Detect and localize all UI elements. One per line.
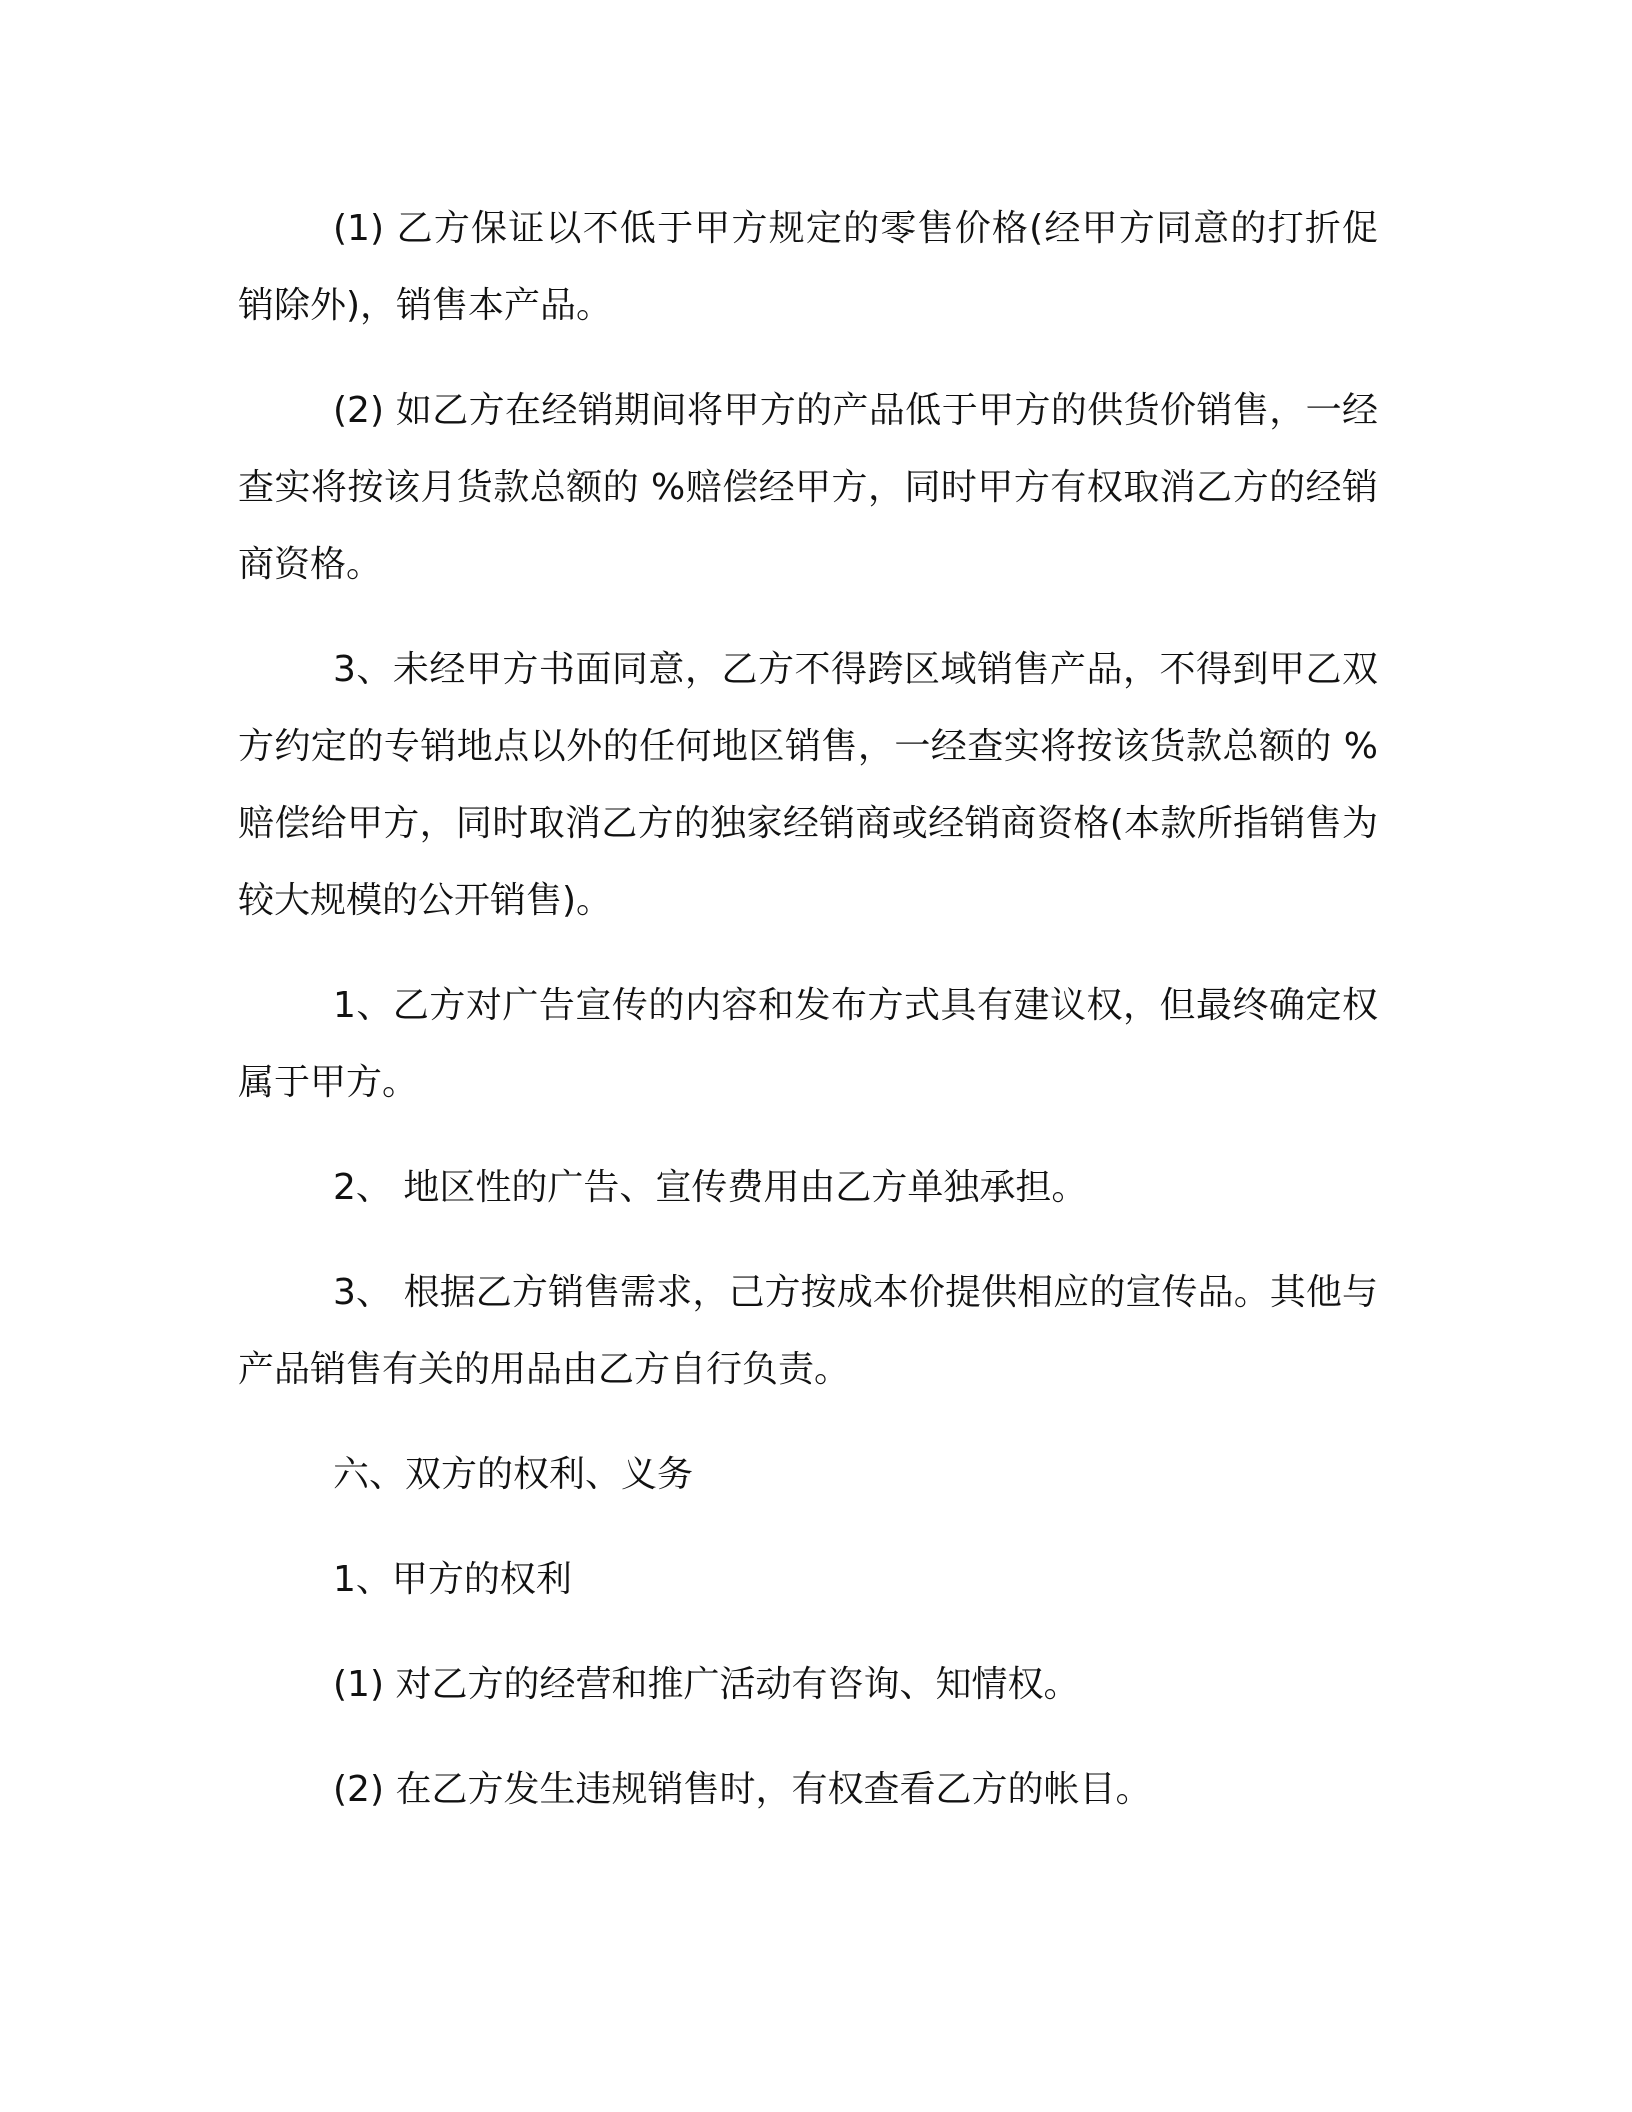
section-heading-rights-obligations: 六、双方的权利、义务: [333, 1454, 694, 1495]
paragraph-below-supply-price-penalty: (2) 如乙方在经销期间将甲方的产品低于甲方的供货价销售，一经查实将按该月货款总额的 %赔偿经甲方，同时甲方有权取消乙方的经销商资格。: [238, 390, 1378, 585]
paragraph-cross-region-sales: 3、未经甲方书面同意，乙方不得跨区域销售产品，不得到甲乙双方约定的专销地点以外的任何地区销售，一经查实将按该货款总额的 %赔偿给甲方，同时取消乙方的独家经销商或经销商资格(本款所指销售为较大规模的公开销售)。: [238, 649, 1378, 921]
subsection-heading-party-a-rights: 1、甲方的权利: [333, 1559, 572, 1600]
paragraph-promotional-materials: 3、 根据乙方销售需求，己方按成本价提供相应的宣传品。其他与产品销售有关的用品由乙方自行负责。: [238, 1272, 1378, 1390]
paragraph-consultation-right: (1) 对乙方的经营和推广活动有咨询、知情权。: [333, 1664, 1080, 1705]
paragraph-advertising-rights: 1、乙方对广告宣传的内容和发布方式具有建议权，但最终确定权属于甲方。: [238, 985, 1378, 1103]
document-body: [238, 190, 1378, 1856]
paragraph-retail-price-guarantee: (1) 乙方保证以不低于甲方规定的零售价格(经甲方同意的打折促销除外)，销售本产品。: [238, 208, 1378, 326]
paragraph-audit-right: (2) 在乙方发生违规销售时，有权查看乙方的帐目。: [333, 1769, 1152, 1810]
paragraph-regional-ad-costs: 2、 地区性的广告、宣传费用由乙方单独承担。: [333, 1167, 1088, 1208]
